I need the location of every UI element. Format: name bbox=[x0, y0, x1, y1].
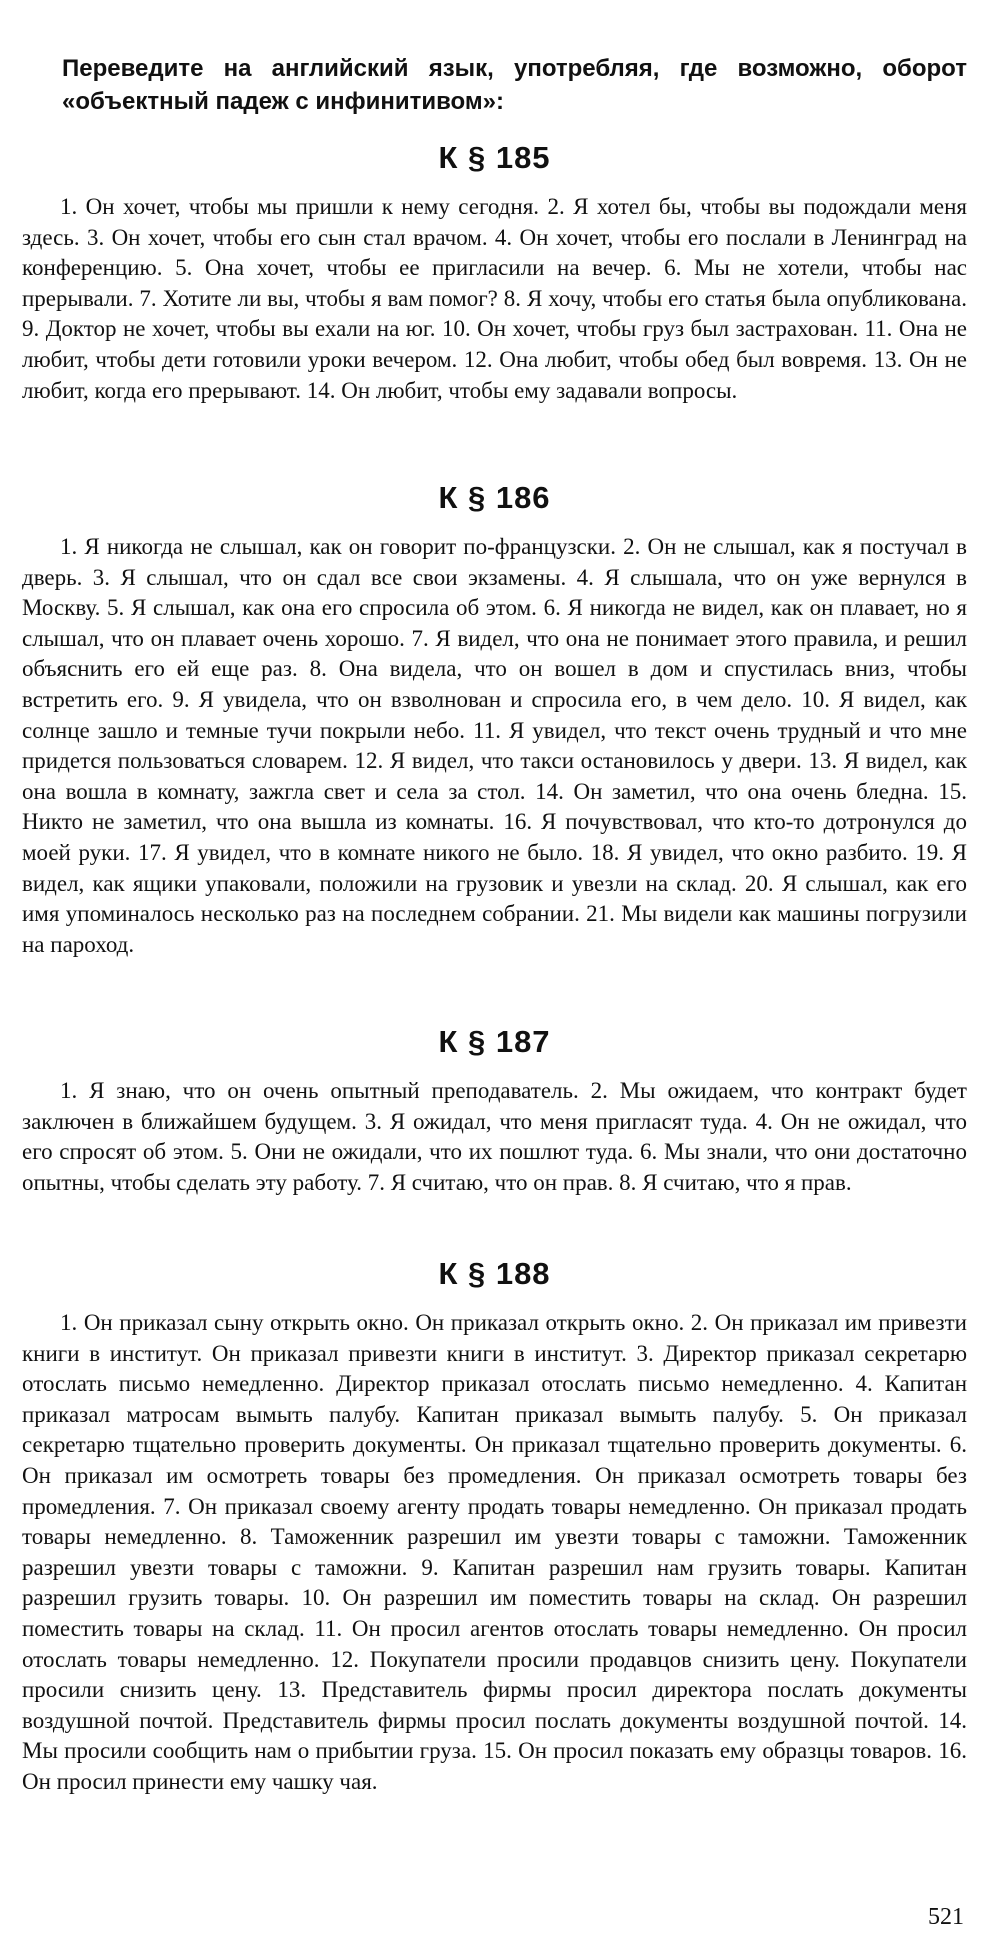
section-heading: К § 185 bbox=[438, 140, 551, 175]
section-text: 1. Я никогда не слышал, как он говорит по-французски. 2. Он не слышал, как я постучал в дверь. 3. Я слышал, что он сдал все свои экзамены. 4. Я слышала, что он уже вернулся в Москву. 5. Я слышал, как она его спросила об этом. 6. Я никогда не видел, как он плавает, но я слышал, что он плавает очень хорошо. 7. Я видел, что она не понимает этого правила, и решил объяснить его ей еще раз. 8. Она видела, что он вошел в дом и спустилась вниз, чтобы встретить его. 9. Я увидела, что он взволнован и спросила его, в чем дело. 10. Я видел, как солнце зашло и темные тучи покрыли небо. 11. Я увидел, что текст очень трудный и что мне придется пользоваться словарем. 12. Я видел, что такси остановилось у двери. 13. Я видел, как она вошла в комнату, зажгла свет и села за стол. 14. Он заметил, что она очень бледна. 15. Никто не заметил, что она вышла из комнаты. 16. Я почувствовал, что кто-то дотронулся до моей руки. 17. Я увидел, что в комнате никого не было. 18. Я увидел, что окно разбито. 19. Я видел, как ящики упаковали, положили на грузовик и увезли на склад. 20. Я слышал, как его имя упоминалось несколько раз на последнем собрании. 21. Мы видели как машины погрузили на пароход. bbox=[22, 534, 967, 957]
page-number: 521 bbox=[928, 1904, 964, 1930]
section-text: 1. Я знаю, что он очень опытный преподаватель. 2. Мы ожидаем, что контракт будет заключен в ближайшем будущем. 3. Я ожидал, что меня пригласят туда. 4. Он не ожидал, что его спросят об этом. 5. Они не ожидали, что их пошлют туда. 6. Мы знали, что они достаточно опытны, чтобы сделать эту работу. 7. Я считаю, что он прав. 8. Я считаю, что я прав. bbox=[22, 1078, 967, 1195]
section-heading: К § 187 bbox=[438, 1024, 551, 1059]
section-text: 1. Он приказал сыну открыть окно. Он приказал открыть окно. 2. Он приказал им привезти книги в институт. Он приказал привезти книги в институт. 3. Директор приказал секретарю отослать письмо немедленно. Директор приказал отослать письмо немедленно. 4. Капитан приказал матросам вымыть палубу. Капитан приказал вымыть палубу. 5. Он приказал секретарю тщательно проверить документы. Он приказал тщательно проверить документы. 6. Он приказал им осмотреть товары без промедления. Он приказал осмотреть товары без промедления. 7. Он приказал своему агенту продать товары немедленно. Он приказал продать товары немедленно. 8. Таможенник разрешил им увезти товары с таможни. Таможенник разрешил увезти товары с таможни. 9. Капитан разрешил нам грузить товары. Капитан разрешил грузить товары. 10. Он разрешил им поместить товары на склад. Он разрешил поместить товары на склад. 11. Он просил агентов отослать товары немедленно. Он просил отослать товары немедленно. 12. Покупатели просили продавцов снизить цену. Покупатели просили снизить цену. 13. Представитель фирмы просил директора послать документы воздушной почтой. Представитель фирмы просил послать документы воздушной почтой. 14. Мы просили сообщить нам о прибытии груза. 15. Он просил показать ему образцы товаров. 16. Он просил принести ему чашку чая. bbox=[22, 1310, 967, 1794]
section-heading: К § 188 bbox=[438, 1256, 551, 1291]
section-185 bbox=[22, 138, 967, 406]
section-188 bbox=[22, 1254, 967, 1798]
section-heading: К § 186 bbox=[438, 480, 551, 515]
section-186 bbox=[22, 478, 967, 960]
section-text: 1. Он хочет, чтобы мы пришли к нему сегодня. 2. Я хотел бы, чтобы вы подождали меня здесь. 3. Он хочет, чтобы его сын стал врачом. 4. Он хочет, чтобы его послали в Ленинград на конференцию. 5. Она хочет, чтобы ее пригласили на вечер. 6. Мы не хотели, чтобы нас прерывали. 7. Хотите ли вы, чтобы я вам помог? 8. Я хочу, чтобы его статья была опубликована. 9. Доктор не хочет, чтобы вы ехали на юг. 10. Он хочет, чтобы груз был застрахован. 11. Она не любит, чтобы дети готовили уроки вечером. 12. Она любит, чтобы обед был вовремя. 13. Он не любит, когда его прерывают. 14. Он любит, чтобы ему задавали вопросы. bbox=[22, 194, 967, 403]
exercise-instructions: Переведите на английский язык, употребляя, где возможно, оборот «объектный падеж с инфинитивом»: bbox=[62, 55, 967, 115]
section-187 bbox=[22, 1022, 967, 1198]
